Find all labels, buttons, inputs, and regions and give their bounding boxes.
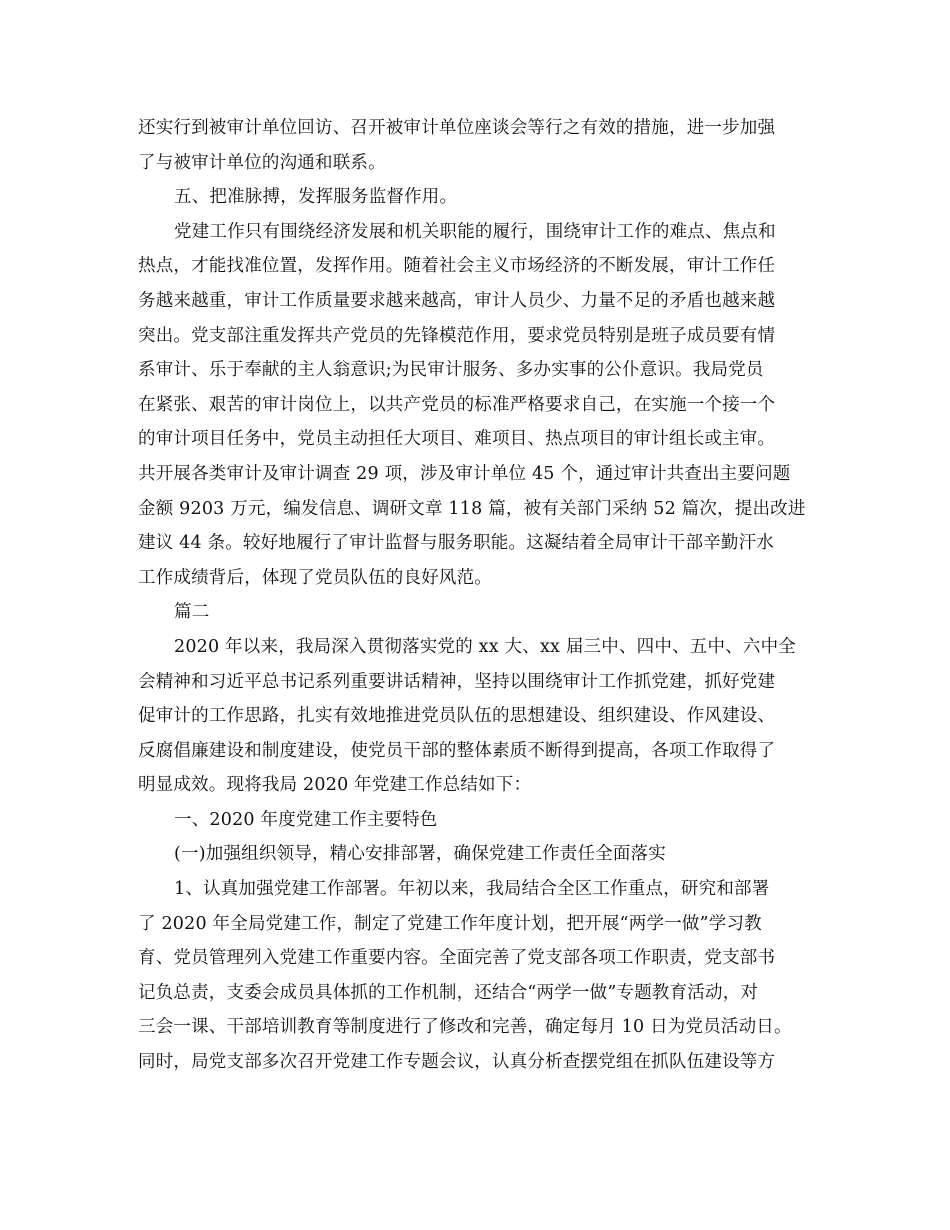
text-line: 1、认真加强党建工作部署。年初以来，我局结合全区工作重点，研究和部署 — [174, 879, 770, 900]
text-line: 热点，才能找准位置，发挥作用。随着社会主义市场经济的不断发展，审计工作任 — [138, 256, 776, 277]
text-line: 记负总责，支委会成员具体抓的工作机制，还结合“两学一做”专题教育活动，对 — [138, 982, 759, 1003]
text-line: 建议 44 条。较好地履行了审计监督与服务职能。这凝结着全局审计干部辛勤汗水 — [138, 533, 774, 554]
text-line: 2020 年以来，我局深入贯彻落实党的 xx 大、xx 届三中、四中、五中、六中全 — [174, 636, 796, 657]
text-line: 还实行到被审计单位回访、召开被审计单位座谈会等行之有效的措施，进一步加强 — [138, 118, 776, 138]
text-line: (一)加强组织领导，精心安排部署，确保党建工作责任全面落实 — [174, 844, 666, 865]
text-line: 同时，局党支部多次召开党建工作专题会议，认真分析查摆党组在抓队伍建设等方 — [138, 1052, 776, 1073]
text-line: 党建工作只有围绕经济发展和机关职能的履行，围绕审计工作的难点、焦点和 — [174, 221, 776, 242]
text-line: 篇二 — [174, 602, 210, 623]
document-body — [138, 111, 822, 1080]
text-line: 了 2020 年全局党建工作，制定了党建工作年度计划，把开展“两学一做”学习教 — [138, 913, 762, 934]
text-line: 共开展各类审计及审计调查 29 项，涉及审计单位 45 个，通过审计共查出主要问题 — [138, 463, 791, 484]
text-line: 会精神和习近平总书记系列重要讲话精神，坚持以围绕审计工作抓党建，抓好党建 — [138, 671, 776, 692]
text-line: 系审计、乐于奉献的主人翁意识;为民审计服务、多办实事的公仆意识。我局党员 — [138, 360, 764, 381]
text-line: 一、2020 年度党建工作主要特色 — [174, 809, 438, 830]
text-line: 的审计项目任务中，党员主动担任大项目、难项目、热点项目的审计组长或主审。 — [138, 429, 776, 450]
text-line: 工作成绩背后，体现了党员队伍的良好风范。 — [138, 567, 492, 588]
text-line: 明显成效。现将我局 2020 年党建工作总结如下： — [138, 775, 532, 796]
text-line: 育、党员管理列入党建工作重要内容。全面完善了党支部各项工作职责，党支部书 — [138, 948, 776, 969]
text-line: 三会一课、干部培训教育等制度进行了修改和完善，确定每月 10 日为党员活动日。 — [138, 1017, 792, 1038]
text-line: 反腐倡廉建设和制度建设，使党员干部的整体素质不断得到提高，各项工作取得了 — [138, 740, 776, 761]
text-line: 在紧张、艰苦的审计岗位上，以共产党员的标准严格要求自己，在实施一个接一个 — [138, 394, 776, 415]
text-line: 金额 9203 万元，编发信息、调研文章 118 篇，被有关部门采纳 52 篇次，提出改进 — [138, 498, 806, 519]
text-line: 促审计的工作思路，扎实有效地推进党员队伍的思想建设、组织建设、作风建设、 — [138, 706, 776, 727]
text-line: 务越来越重，审计工作质量要求越来越高，审计人员少、力量不足的矛盾也越来越 — [138, 290, 776, 311]
text-line: 了与被审计单位的沟通和联系。 — [138, 152, 386, 173]
text-line: 突出。党支部注重发挥共产党员的先锋模范作用，要求党员特别是班子成员要有情 — [138, 325, 776, 346]
text-line: 五、把准脉搏，发挥服务监督作用。 — [174, 187, 458, 208]
